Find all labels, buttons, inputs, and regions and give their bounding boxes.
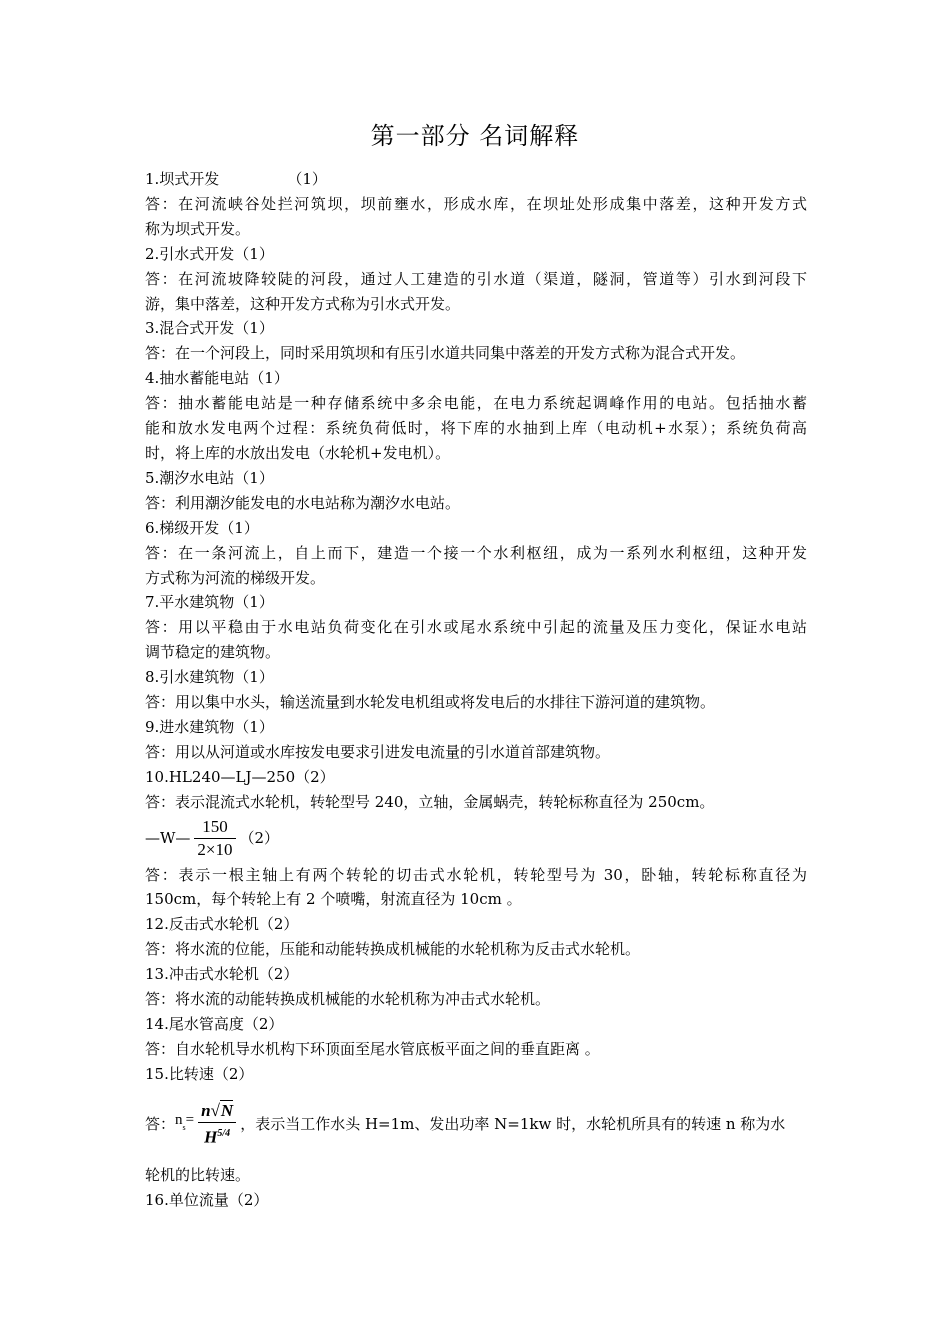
term-line: 2.引水式开发（1） [145,244,274,263]
formula-text: ，表示当工作水头 H=1m、发出功率 N=1kw 时，水轮机所具有的转速 n 称为水 [240,1115,786,1134]
answer-line: 称为坝式开发。 [145,219,251,238]
term-text: 1.坝式开发 [145,170,220,188]
answer-line: 方式称为河流的梯级开发。 [145,568,326,587]
answer-line: 答：表示一根主轴上有两个转轮的切击式水轮机，转轮型号为 30，卧轴，转轮标称直径为 [145,865,807,884]
formula-denominator [198,1123,236,1149]
fraction-denominator: 2×10 [197,840,233,860]
term-line-fraction [145,815,807,863]
answer-line: 时，将上库的水放出发电（水轮机+发电机）。 [145,443,451,462]
answer-line: 150cm，每个转轮上有 2 个喷嘴，射流直径为 10cm 。 [145,890,522,909]
term-score: （1） [287,170,327,188]
term-line: 15.比转速（2） [145,1064,254,1083]
answer-line: 游，集中落差，这种开发方式称为引水式开发。 [145,294,461,313]
term-line: 5.潮汐水电站（1） [145,468,274,487]
term-line: 12.反击式水轮机（2） [145,915,299,934]
formula-equals: = [185,1112,195,1129]
formula-den-H: H [204,1128,218,1148]
term-line [145,167,807,192]
answer-line: 答：在一条河流上，自上而下，建造一个接一个水利枢纽，成为一系列水利枢纽，这种开发 [145,543,807,562]
answer-line: 答：抽水蓄能电站是一种存储系统中多余电能，在电力系统起调峰作用的电站。包括抽水蓄 [145,394,807,413]
term-line: 4.抽水蓄能电站（1） [145,369,289,388]
term-line: 16.单位流量（2） [145,1190,269,1209]
answer-line: 答：在河流坡降较陡的河段，通过人工建造的引水道（渠道，隧洞，管道等）引水到河段下 [145,269,807,288]
fraction-numerator: 150 [194,816,235,839]
fraction [194,816,235,861]
term-score: （2） [239,829,280,848]
term-line: 3.混合式开发（1） [145,319,274,338]
term-line: 6.梯级开发（1） [145,518,259,537]
answer-line: 调节稳定的建筑物。 [145,643,281,662]
answer-line: 答：在一个河段上，同时采用筑坝和有压引水道共同集中落差的开发方式称为混合式开发。 [145,344,746,363]
answer-line: 答：用以集中水头，输送流量到水轮发电机组或将发电后的水排往下游河道的建筑物。 [145,693,716,712]
term-line: 8.引水建筑物（1） [145,668,274,687]
term-line: 13.冲击式水轮机（2） [145,965,299,984]
term-line: 10.HL240—LJ—250（2） [145,767,335,786]
content-body [145,167,807,1213]
answer-line: 能和放水发电两个过程：系统负荷低时，将下库的水抽到上库（电动机+水泵）；系统负荷高 [145,419,807,438]
answer-line: 答：用以平稳由于水电站负荷变化在引水或尾水系统中引起的流量及压力变化，保证水电站 [145,618,807,637]
answer-line: 答：在河流峡谷处拦河筑坝，坝前壅水，形成水库，在坝址处形成集中落差，这种开发方式 [145,194,807,213]
answer-line: 答：自水轮机导水机构下环顶面至尾水管底板平面之间的垂直距离 。 [145,1039,600,1058]
term-line: 9.进水建筑物（1） [145,717,274,736]
formula-den-exp: 5/4 [217,1128,231,1140]
formula-num-n: n [201,1101,211,1121]
answer-line: 轮机的比转速。 [145,1165,251,1184]
page-title: 第一部分 名词解释 [370,122,580,150]
formula-line [145,1087,807,1163]
answer-line: 答：将水流的位能，压能和动能转换成机械能的水轮机称为反击式水轮机。 [145,940,641,959]
formula-numerator: n√N [198,1100,236,1123]
answer-line: 答：用以从河道或水库按发电要求引进发电流量的引水道首部建筑物。 [145,742,611,761]
formula-num-N: N [220,1101,234,1121]
formula-lhs [175,1108,194,1141]
answer-prefix: 答： [145,1115,176,1134]
term-line: 14.尾水管高度（2） [145,1015,284,1033]
formula-lhs-n: n [175,1112,183,1129]
formula-lhs-sub: s [182,1123,186,1133]
answer-line: 答：将水流的动能转换成机械能的水轮机称为冲击式水轮机。 [145,990,551,1009]
answer-line: 答：利用潮汐能发电的水电站称为潮汐水电站。 [145,493,461,512]
formula-fraction [198,1100,236,1149]
term-line: 7.平水建筑物（1） [145,593,274,612]
answer-line: 答：表示混流式水轮机，转轮型号 240，立轴，金属蜗壳，转轮标称直径为 250cm。 [145,792,715,811]
term-prefix: —W— [145,829,191,848]
